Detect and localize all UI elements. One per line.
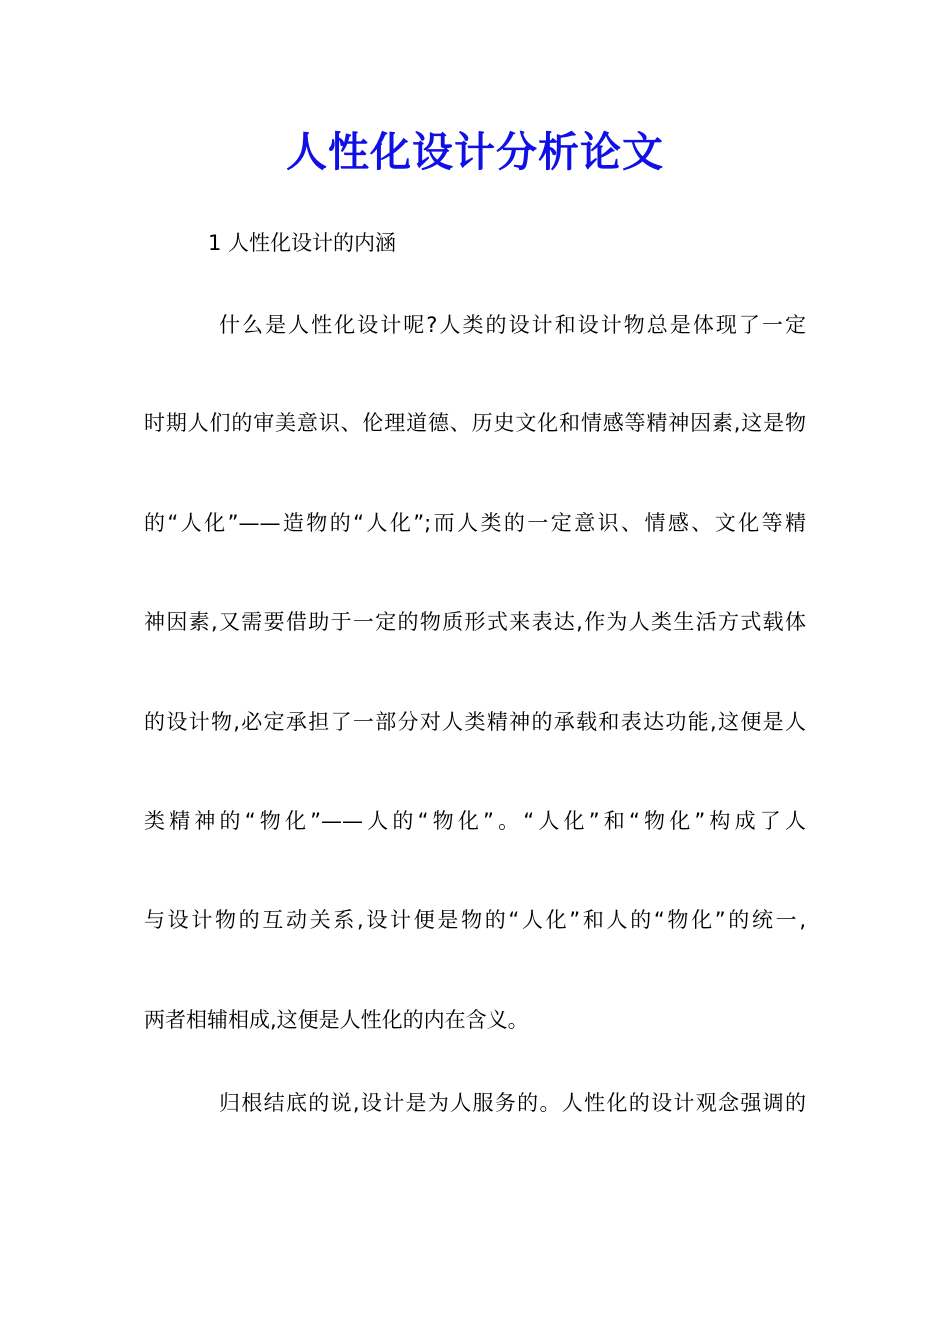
document-title: 人性化设计分析论文 xyxy=(286,128,664,176)
paragraph-line: 类精神的“物化”——人的“物化”。“人化”和“物化”构成了人 xyxy=(144,809,806,833)
paragraph-line: 的设计物,必定承担了一部分对人类精神的承载和表达功能,这便是人 xyxy=(144,710,806,734)
paragraph-line: 神因素,又需要借助于一定的物质形式来表达,作为人类生活方式载体 xyxy=(144,610,806,634)
paragraph-line: 与设计物的互动关系,设计便是物的“人化”和人的“物化”的统一, xyxy=(144,908,806,932)
section-heading: 1 人性化设计的内涵 xyxy=(208,231,397,255)
paragraph-line: 的“人化”——造物的“人化”;而人类的一定意识、情感、文化等精 xyxy=(144,511,806,535)
paragraph-line: 什么是人性化设计呢?人类的设计和设计物总是体现了一定 xyxy=(219,313,806,337)
paragraph-line: 归根结底的说,设计是为人服务的。人性化的设计观念强调的 xyxy=(219,1091,806,1115)
paragraph-line: 两者相辅相成,这便是人性化的内在含义。 xyxy=(144,1008,529,1032)
paragraph-line: 时期人们的审美意识、伦理道德、历史文化和情感等精神因素,这是物 xyxy=(144,411,806,435)
